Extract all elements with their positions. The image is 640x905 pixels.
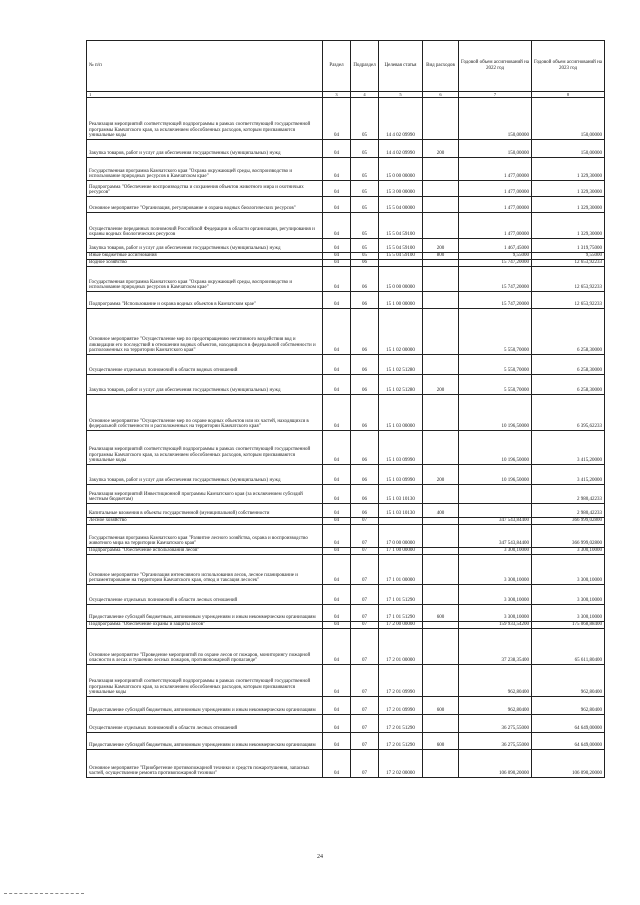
cell-y1: 36 275,55000: [459, 715, 532, 733]
cell-vr: 200: [423, 375, 459, 395]
cell-r: 04: [323, 518, 351, 525]
cell-vr: [423, 267, 459, 292]
cell-r: 04: [323, 629, 351, 665]
table-row: [87, 465, 605, 485]
footer-line: [4, 893, 84, 894]
cell-name: Лесное хозяйство: [87, 518, 323, 525]
col-number: 4: [351, 92, 379, 98]
cell-y1: 347 543,84400: [459, 518, 532, 525]
header-vid: Вид расходов: [423, 41, 459, 92]
cell-p: 07: [351, 733, 379, 750]
cell-cs: 15 1 02 51280: [379, 355, 423, 375]
cell-r: 04: [323, 750, 351, 778]
cell-cs: 15 3 00 00000: [379, 181, 423, 197]
cell-name: Основное мероприятие "Организация, регулирование и охрана водных биологических ресурсов": [87, 197, 323, 213]
cell-y2: 6 395,62233: [532, 395, 605, 431]
table-row: [87, 548, 605, 555]
cell-cs: 17 2 00 00000: [379, 622, 423, 629]
cell-cs: 17 1 01 51290: [379, 585, 423, 605]
table-body: [87, 92, 605, 778]
cell-y2: 106 090,20000: [532, 750, 605, 778]
cell-name: Осуществление переданных полномочий Российской Федерации в области организации, регулирования и охраны водных биологических ресурсов: [87, 213, 323, 239]
cell-vr: 800: [423, 253, 459, 260]
cell-y1: [459, 504, 532, 518]
cell-vr: [423, 548, 459, 555]
cell-y1: 3 300,10000: [459, 548, 532, 555]
cell-name: Государственная программа Камчатского края "Развитие лесного хозяйства, охрана и воспроизводство животного мира на территории Камчатского края": [87, 525, 323, 548]
cell-cs: 15 1 03 10130: [379, 485, 423, 504]
cell-y2: 150,00000: [532, 140, 605, 158]
cell-name: Предоставление субсидий бюджетным, автономным учреждениям и иным некоммерческим организациям: [87, 605, 323, 622]
table-row: [87, 697, 605, 715]
cell-name: Капитальные вложения в объекты государственной (муниципальной) собственности: [87, 504, 323, 518]
cell-name: Подпрограмма "Обеспечение охраны и защиты лесов": [87, 622, 323, 629]
cell-vr: [423, 431, 459, 465]
cell-p: 06: [351, 465, 379, 485]
cell-vr: [423, 750, 459, 778]
cell-y2: 1 329,30000: [532, 213, 605, 239]
cell-p: 06: [351, 309, 379, 355]
cell-cs: 15 1 03 00000: [379, 395, 423, 431]
cell-vr: [423, 665, 459, 697]
cell-y2: 6 258,30000: [532, 355, 605, 375]
cell-vr: 200: [423, 239, 459, 253]
cell-p: 06: [351, 375, 379, 395]
table-row: [87, 267, 605, 292]
col-number: 7: [459, 92, 532, 98]
cell-y2: 2 980,42233: [532, 485, 605, 504]
cell-cs: 14 4 02 09990: [379, 98, 423, 140]
cell-y2: 12 653,92233: [532, 260, 605, 267]
cell-y1: 1 467,45000: [459, 239, 532, 253]
cell-p: 07: [351, 715, 379, 733]
cell-name: Государственная программа Камчатского края "Охрана окружающей среды, воспроизводство и использование природных ресурсов в Камчатском крае": [87, 267, 323, 292]
table-row: [87, 292, 605, 309]
table-row: [87, 518, 605, 525]
cell-vr: [423, 98, 459, 140]
cell-y2: 1 329,30000: [532, 197, 605, 213]
cell-cs: 15 1 03 09990: [379, 465, 423, 485]
cell-y1: 150,00000: [459, 98, 532, 140]
cell-y1: 3 300,10000: [459, 555, 532, 585]
cell-p: 07: [351, 629, 379, 665]
cell-name: Реализация мероприятий соответствующей подпрограммы в рамках соответствующей государственной программы Камчатского края, за исключением обособленных расходов, которым присваиваются уникальные коды: [87, 431, 323, 465]
cell-cs: 15 1 02 00000: [379, 309, 423, 355]
cell-cs: 17 0 00 00000: [379, 525, 423, 548]
cell-cs: [379, 518, 423, 525]
cell-r: 04: [323, 253, 351, 260]
table-row: [87, 140, 605, 158]
cell-p: 07: [351, 555, 379, 585]
cell-cs: 15 5 04 59100: [379, 213, 423, 239]
cell-p: 07: [351, 585, 379, 605]
cell-y1: 962,80400: [459, 697, 532, 715]
cell-cs: 15 0 00 00000: [379, 158, 423, 181]
cell-y1: 3 300,10000: [459, 585, 532, 605]
cell-vr: [423, 629, 459, 665]
cell-cs: 17 1 01 00000: [379, 555, 423, 585]
cell-y2: 64 649,00000: [532, 715, 605, 733]
cell-r: 04: [323, 504, 351, 518]
table-row: [87, 715, 605, 733]
table-row: [87, 585, 605, 605]
header-2022: Годовой объем ассигнований на 2022 год: [459, 41, 532, 92]
table-row: [87, 665, 605, 697]
cell-r: 04: [323, 465, 351, 485]
cell-cs: 14 4 02 09990: [379, 140, 423, 158]
table-row: [87, 375, 605, 395]
cell-y1: 15 747,20000: [459, 260, 532, 267]
cell-cs: 17 2 01 00000: [379, 629, 423, 665]
cell-r: 04: [323, 239, 351, 253]
col-number: 6: [423, 92, 459, 98]
table-row: [87, 213, 605, 239]
cell-y2: 64 649,00000: [532, 733, 605, 750]
cell-cs: 17 2 01 51290: [379, 715, 423, 733]
cell-y1: 5 550,70000: [459, 309, 532, 355]
cell-name: Иные бюджетные ассигнования: [87, 253, 323, 260]
cell-p: 05: [351, 197, 379, 213]
cell-cs: 17 1 01 51290: [379, 605, 423, 622]
cell-name: Подпрограмма "Обеспечение воспроизводства и сохранения объектов животного мира и охотничьих ресурсов": [87, 181, 323, 197]
cell-y2: 6 258,30000: [532, 309, 605, 355]
cell-name: Закупка товаров, работ и услуг для обеспечения государственных (муниципальных) нужд: [87, 465, 323, 485]
table-row: [87, 750, 605, 778]
cell-y2: 2 980,42233: [532, 504, 605, 518]
header-podrazdel: Подраздел: [351, 41, 379, 92]
cell-y1: 3 300,10000: [459, 605, 532, 622]
cell-r: 04: [323, 395, 351, 431]
cell-cs: 17 2 01 09990: [379, 697, 423, 715]
cell-r: 04: [323, 555, 351, 585]
cell-vr: 200: [423, 465, 459, 485]
cell-r: 04: [323, 213, 351, 239]
cell-cs: 17 2 02 00000: [379, 750, 423, 778]
cell-vr: [423, 197, 459, 213]
cell-p: 07: [351, 750, 379, 778]
table-row: [87, 629, 605, 665]
cell-r: 04: [323, 585, 351, 605]
cell-name: Основное мероприятие "Осуществление мер по предотвращению негативного воздействия вод и ликвидации его последствий в отношении водных объектов, находящихся в федеральной собственности и расположенных на территории Камчатского края": [87, 309, 323, 355]
cell-p: 06: [351, 485, 379, 504]
cell-name: Государственная программа Камчатского края "Охрана окружающей среды, воспроизводство и использование природных ресурсов в Камчатском крае": [87, 158, 323, 181]
cell-y2: 12 653,92233: [532, 292, 605, 309]
cell-cs: 15 5 04 59100: [379, 239, 423, 253]
cell-cs: 15 1 03 10130: [379, 504, 423, 518]
cell-y2: 3 300,10000: [532, 585, 605, 605]
cell-vr: [423, 181, 459, 197]
cell-p: 06: [351, 260, 379, 267]
cell-vr: 600: [423, 605, 459, 622]
cell-p: 05: [351, 140, 379, 158]
cell-cs: 15 5 04 00000: [379, 197, 423, 213]
cell-r: 04: [323, 267, 351, 292]
cell-cs: 15 1 03 09990: [379, 431, 423, 465]
cell-vr: [423, 715, 459, 733]
table-row: [87, 355, 605, 375]
cell-p: 06: [351, 292, 379, 309]
cell-p: 05: [351, 158, 379, 181]
table-row: [87, 485, 605, 504]
cell-p: 05: [351, 253, 379, 260]
cell-r: 04: [323, 292, 351, 309]
table-row: [87, 98, 605, 140]
cell-name: Основное мероприятие "Проведение мероприятий по охране лесов от пожаров, мониторингу пожарной опасности в лесах и тушению лесных пожаров, противопожарной пропаганде": [87, 629, 323, 665]
cell-name: Осуществление отдельных полномочий в области водных отношений: [87, 355, 323, 375]
cell-vr: [423, 525, 459, 548]
cell-vr: [423, 585, 459, 605]
table-row: [87, 197, 605, 213]
cell-vr: [423, 213, 459, 239]
cell-y1: 36 275,55000: [459, 733, 532, 750]
cell-r: 04: [323, 431, 351, 465]
cell-name: Предоставление субсидий бюджетным, автономным учреждениям и иным некоммерческим организациям: [87, 733, 323, 750]
cell-r: 04: [323, 260, 351, 267]
cell-y2: 1 319,75000: [532, 239, 605, 253]
cell-name: Осуществление отдельных полномочий в области лесных отношений: [87, 715, 323, 733]
cell-y1: 15 747,20000: [459, 267, 532, 292]
cell-y1: 1 477,00000: [459, 213, 532, 239]
header-name: № п/п: [87, 41, 323, 92]
table-row: [87, 181, 605, 197]
cell-name: Реализация мероприятий соответствующей подпрограммы в рамках соответствующей государственной программы Камчатского края, за исключением обособленных расходов, которым присваиваются уникальные коды: [87, 665, 323, 697]
cell-y2: 3 415,20000: [532, 431, 605, 465]
table-row: [87, 525, 605, 548]
col-number: 8: [532, 92, 605, 98]
cell-name: Основное мероприятие "Приобретение противопожарной техники и средств пожаротушения, запасных частей, осуществление ремонта противопожарной техники": [87, 750, 323, 778]
table-row: [87, 260, 605, 267]
cell-y2: 366 999,02800: [532, 518, 605, 525]
table-row: [87, 622, 605, 629]
cell-p: 06: [351, 431, 379, 465]
cell-y1: [459, 485, 532, 504]
cell-y1: 1 477,00000: [459, 158, 532, 181]
table-row: [87, 239, 605, 253]
cell-y2: 1 329,30000: [532, 158, 605, 181]
col-number: 5: [379, 92, 423, 98]
cell-y1: 5 550,70000: [459, 375, 532, 395]
cell-r: 04: [323, 605, 351, 622]
cell-r: 04: [323, 715, 351, 733]
table-row: [87, 504, 605, 518]
cell-vr: [423, 622, 459, 629]
cell-cs: 15 5 04 59100: [379, 253, 423, 260]
cell-name: Предоставление субсидий бюджетным, автономным учреждениям и иным некоммерческим организациям: [87, 697, 323, 715]
col-number: 3: [323, 92, 351, 98]
cell-cs: 17 2 01 09990: [379, 665, 423, 697]
cell-y1: 347 543,84400: [459, 525, 532, 548]
cell-p: 06: [351, 355, 379, 375]
cell-y1: 962,80400: [459, 665, 532, 697]
cell-name: Водное хозяйство: [87, 260, 323, 267]
cell-y2: 3 300,10000: [532, 555, 605, 585]
table-row: [87, 555, 605, 585]
cell-name: Подпрограмма "Использование и охрана водных объектов в Камчатском крае": [87, 292, 323, 309]
cell-y2: 962,80400: [532, 665, 605, 697]
cell-name: Подпрограмма "Обеспечение использования лесов": [87, 548, 323, 555]
cell-r: 04: [323, 622, 351, 629]
cell-p: 07: [351, 622, 379, 629]
budget-table: [86, 40, 605, 778]
page-number: 24: [317, 854, 323, 860]
cell-y1: 10 196,50000: [459, 465, 532, 485]
cell-vr: [423, 485, 459, 504]
cell-r: 04: [323, 158, 351, 181]
table-row: [87, 733, 605, 750]
cell-r: 04: [323, 98, 351, 140]
cell-vr: [423, 395, 459, 431]
col-number: 1: [87, 92, 323, 98]
header-celevaya: Целевая статья: [379, 41, 423, 92]
cell-y2: 3 300,10000: [532, 548, 605, 555]
cell-p: 05: [351, 213, 379, 239]
cell-p: 07: [351, 548, 379, 555]
cell-y2: 3 415,20000: [532, 465, 605, 485]
cell-p: 05: [351, 181, 379, 197]
cell-name: Закупка товаров, работ и услуг для обеспечения государственных (муниципальных) нужд: [87, 375, 323, 395]
cell-vr: [423, 292, 459, 309]
cell-vr: [423, 158, 459, 181]
cell-p: 07: [351, 697, 379, 715]
cell-y1: 1 477,00000: [459, 197, 532, 213]
table-row: [87, 158, 605, 181]
cell-y1: 37 238,35400: [459, 629, 532, 665]
cell-y2: 9,55000: [532, 253, 605, 260]
cell-y2: 962,80400: [532, 697, 605, 715]
cell-y1: 9,55000: [459, 253, 532, 260]
cell-y2: 65 611,80400: [532, 629, 605, 665]
cell-r: 04: [323, 309, 351, 355]
cell-r: 04: [323, 181, 351, 197]
cell-y1: 150,00000: [459, 140, 532, 158]
cell-name: Реализация мероприятий Инвестиционной программы Камчатского края (за исключением субсидий местным бюджетам): [87, 485, 323, 504]
cell-vr: 600: [423, 733, 459, 750]
cell-p: 05: [351, 239, 379, 253]
cell-vr: 200: [423, 140, 459, 158]
cell-cs: 15 1 00 00000: [379, 292, 423, 309]
cell-name: Осуществление отдельных полномочий в области лесных отношений: [87, 585, 323, 605]
cell-y1: 5 550,70000: [459, 355, 532, 375]
cell-y2: 12 653,92233: [532, 267, 605, 292]
cell-y2: 6 258,30000: [532, 375, 605, 395]
cell-r: 04: [323, 355, 351, 375]
cell-y1: 106 090,20000: [459, 750, 532, 778]
header-razdel: Раздел: [323, 41, 351, 92]
cell-vr: [423, 518, 459, 525]
cell-y1: 1 477,00000: [459, 181, 532, 197]
cell-cs: 17 1 00 00000: [379, 548, 423, 555]
table-row: [87, 253, 605, 260]
cell-vr: [423, 309, 459, 355]
cell-vr: [423, 260, 459, 267]
cell-r: 04: [323, 665, 351, 697]
table-row: [87, 605, 605, 622]
cell-y1: 10 196,50000: [459, 395, 532, 431]
cell-y2: 3 300,10000: [532, 605, 605, 622]
cell-p: 06: [351, 395, 379, 431]
cell-cs: 15 0 00 00000: [379, 267, 423, 292]
cell-y1: 159 933,54200: [459, 622, 532, 629]
cell-vr: 600: [423, 697, 459, 715]
cell-r: 04: [323, 485, 351, 504]
cell-vr: [423, 355, 459, 375]
cell-r: 04: [323, 197, 351, 213]
table-row: [87, 309, 605, 355]
cell-cs: 15 1 02 51280: [379, 375, 423, 395]
cell-cs: 17 2 01 51290: [379, 733, 423, 750]
cell-y2: 150,00000: [532, 98, 605, 140]
cell-name: Закупка товаров, работ и услуг для обеспечения государственных (муниципальных) нужд: [87, 140, 323, 158]
cell-y2: 175 068,88400: [532, 622, 605, 629]
cell-p: 05: [351, 98, 379, 140]
cell-r: 04: [323, 733, 351, 750]
cell-name: Основное мероприятие "Организация интенсивного использования лесов, лесное планирование и регламентирование на территории Камчатского края, отвод и таксация лесосек": [87, 555, 323, 585]
table-row: [87, 431, 605, 465]
cell-y1: 15 747,20000: [459, 292, 532, 309]
cell-r: 04: [323, 140, 351, 158]
cell-name: Закупка товаров, работ и услуг для обеспечения государственных (муниципальных) нужд: [87, 239, 323, 253]
cell-y2: 1 329,30000: [532, 181, 605, 197]
cell-p: 07: [351, 665, 379, 697]
cell-r: 04: [323, 697, 351, 715]
header-row: [87, 41, 605, 92]
cell-p: 07: [351, 525, 379, 548]
cell-r: 04: [323, 548, 351, 555]
cell-vr: 400: [423, 504, 459, 518]
cell-p: 07: [351, 605, 379, 622]
cell-p: 07: [351, 518, 379, 525]
cell-vr: [423, 555, 459, 585]
cell-r: 04: [323, 375, 351, 395]
cell-name: Реализация мероприятий соответствующей подпрограммы в рамках соответствующей государственной программы Камчатского края, за исключением обособленных расходов, которым присваиваются уникальные коды: [87, 98, 323, 140]
cell-y1: 10 196,50000: [459, 431, 532, 465]
cell-y2: 366 999,02800: [532, 525, 605, 548]
cell-name: Основное мероприятие "Осуществление мер по охране водных объектов или их частей, находящихся в федеральной собственности и расположенных на территории Камчатского края": [87, 395, 323, 431]
cell-cs: [379, 260, 423, 267]
cell-p: 06: [351, 267, 379, 292]
header-2023: Годовой объем ассигнований на 2023 год: [532, 41, 605, 92]
table-row: [87, 395, 605, 431]
cell-r: 04: [323, 525, 351, 548]
cell-p: 06: [351, 504, 379, 518]
